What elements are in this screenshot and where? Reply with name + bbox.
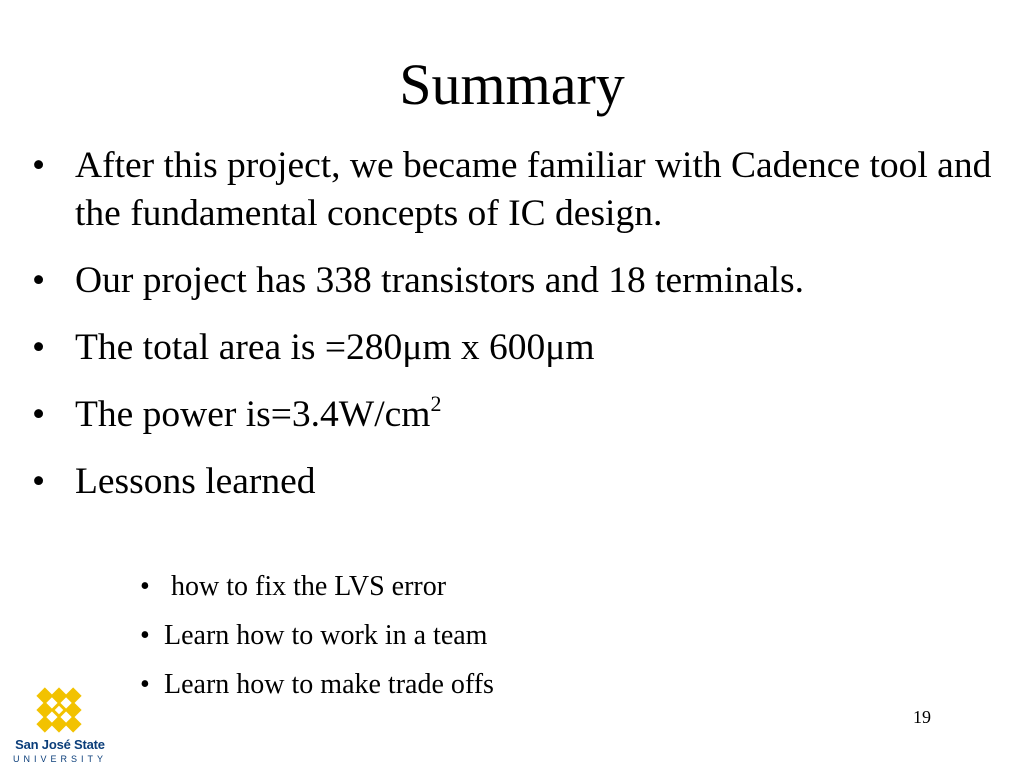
bullet-item: [30, 458, 1000, 506]
sub-bullet-list: [140, 570, 494, 717]
bullet-dot: •: [32, 327, 46, 368]
bullet-text: Lessons learned: [75, 461, 316, 502]
sub-bullet-dot: •: [140, 669, 150, 700]
sub-bullet-text: Learn how to work in a team: [164, 620, 488, 651]
bullet-dot: •: [32, 145, 46, 186]
sub-bullet-text: how to fix the LVS error: [164, 571, 447, 602]
bullet-item: [30, 391, 1000, 439]
bullet-text: The power is=3.4W/cm: [75, 394, 431, 435]
bullet-dot: •: [32, 394, 46, 435]
logo-subname: UNIVERSITY: [12, 754, 107, 764]
superscript: 2: [430, 391, 442, 416]
bullet-text: The total area is =280μm x 600μm: [75, 327, 595, 368]
sub-bullet-text: Learn how to make trade offs: [164, 669, 494, 700]
bullet-text: Our project has 338 transistors and 18 terminals.: [75, 260, 805, 301]
sub-bullet-dot: •: [140, 620, 150, 651]
sub-bullet-item: [140, 570, 494, 619]
bullet-dot: •: [32, 461, 46, 502]
page-number: 19: [913, 707, 931, 727]
bullet-dot: •: [32, 260, 46, 301]
bullet-text: After this project, we became familiar with Cadence tool and the fundamental concepts of IC design.: [75, 145, 992, 234]
sub-bullet-item: [140, 668, 494, 717]
university-logo: [8, 680, 112, 768]
sub-bullet-item: [140, 619, 494, 668]
bullet-list: [30, 142, 1000, 525]
bullet-item: [30, 142, 1000, 238]
logo-name: San José State: [15, 737, 105, 752]
bullet-item: [30, 324, 1000, 372]
sjsu-mark-icon: [29, 680, 89, 740]
sub-bullet-dot: •: [140, 571, 150, 602]
bullet-item: [30, 257, 1000, 305]
slide-title: Summary: [399, 52, 625, 117]
